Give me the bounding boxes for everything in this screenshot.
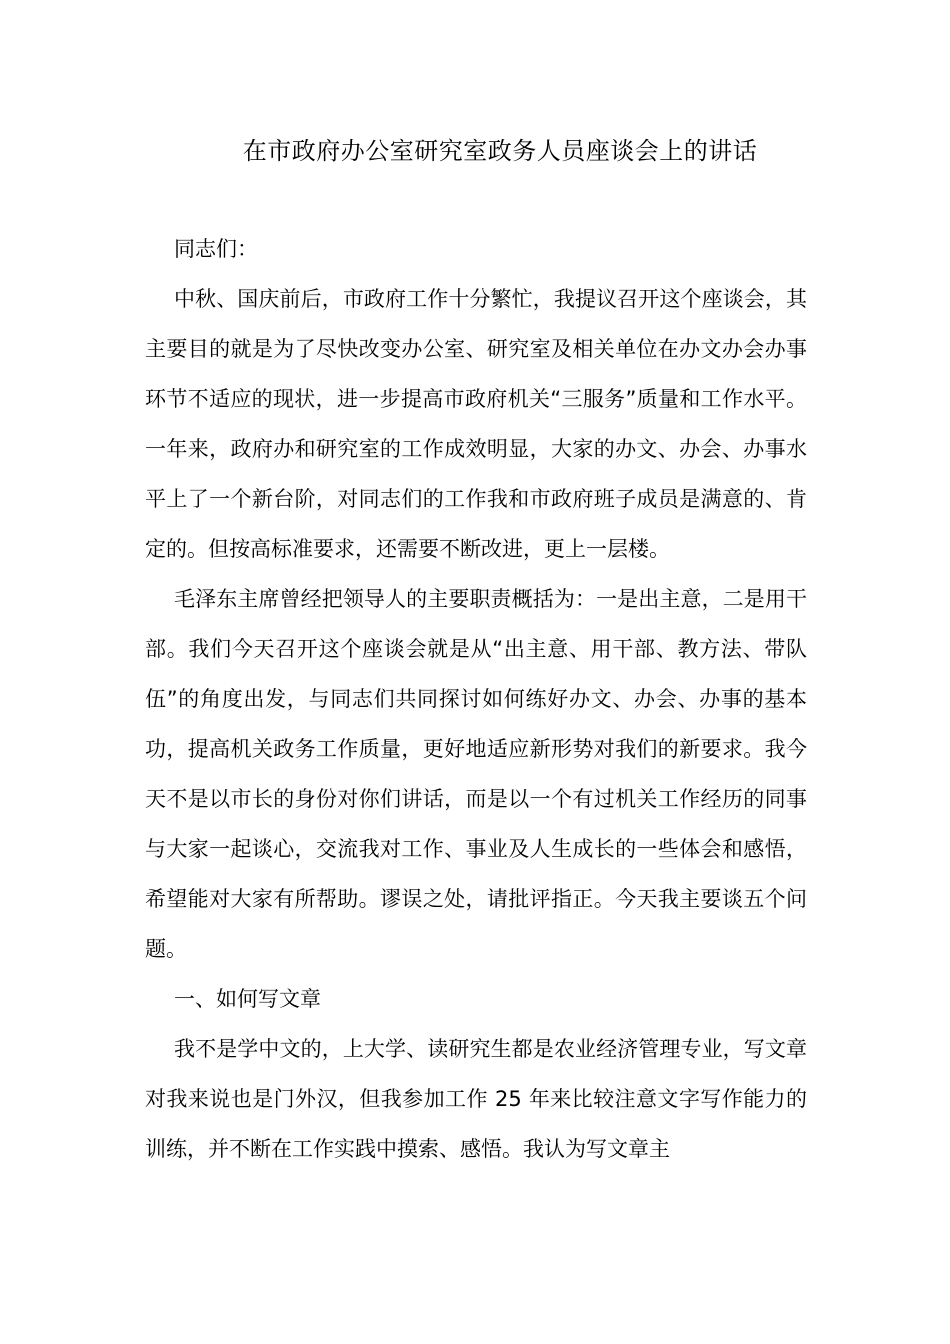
section-heading: 一、如何写文章 <box>174 987 321 1011</box>
paragraph-intro: 中秋、国庆前后，市政府工作十分繁忙，我提议召开这个座谈会，其主要目的就是为了尽快改变办公室、研究室及相关单位在办文办会办事环节不适应的现状，进一步提高市政府机关“三服务”质量和工作水平。一年来，政府办和研究室的工作成效明显，大家的办文、办会、办事水平上了一个新台阶，对同志们的工作我和市政府班子成员是满意的、肯定的。但按高标准要求，还需要不断改进，更上一层楼。 <box>145 287 807 561</box>
paragraph-purpose: 毛泽东主席曾经把领导人的主要职责概括为：一是出主意，二是用干部。我们今天召开这个座谈会就是从“出主意、用干部、教方法、带队伍”的角度出发，与同志们共同探讨如何练好办文、办会、办事的基本功，提高机关政务工作质量，更好地适应新形势对我们的新要求。我今天不是以市长的身份对你们讲话，而是以一个有过机关工作经历的同事与大家一起谈心，交流我对工作、事业及人生成长的一些体会和感悟，希望能对大家有所帮助。谬误之处，请批评指正。今天我主要谈五个问题。 <box>145 587 807 961</box>
salutation: 同志们： <box>174 237 258 261</box>
section-paragraph: 我不是学中文的，上大学、读研究生都是农业经济管理专业，写文章对我来说也是门外汉，但我参加工作 25 年来比较注意文字写作能力的训练，并不断在工作实践中摸索、感悟。我认为写文章主 <box>145 1037 807 1161</box>
document-title: 在市政府办公室研究室政务人员座谈会上的讲话 <box>242 137 758 165</box>
document-body <box>145 224 807 1174</box>
